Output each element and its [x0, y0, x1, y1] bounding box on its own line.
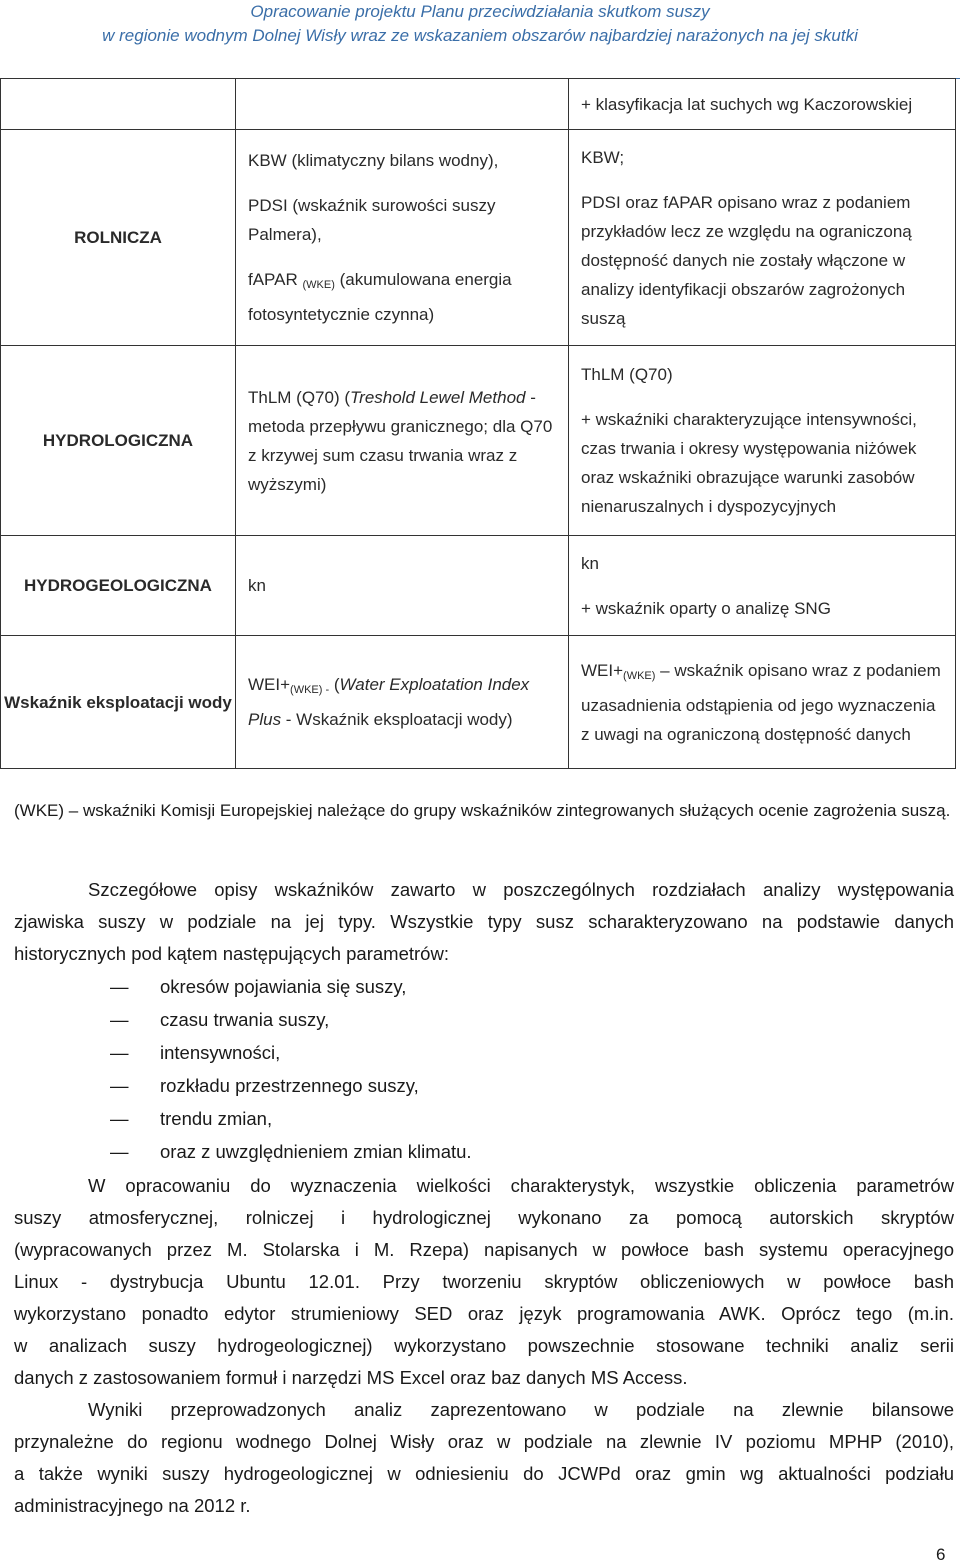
- table-row: [1, 79, 956, 130]
- row-label-hydrologiczna: HYDROLOGICZNA: [1, 346, 236, 536]
- paragraph-line: suszy atmosferycznej, rolniczej i hydrologicznej wykonano za pomocą autorskich skryptów: [14, 1207, 954, 1228]
- table-cell: [569, 130, 956, 346]
- cell-text: KBW (klimatyczny bilans wodny),: [248, 151, 499, 170]
- paragraph-text: W opracowaniu do wyznaczenia wielkości charakterystyk, wszystkie obliczenia parametrów: [88, 1175, 954, 1196]
- paragraph-line: w analizach suszy hydrogeologicznej) wykorzystano powszechnie stosowane techniki analiz serii: [14, 1335, 954, 1356]
- cell-text: [248, 383, 556, 499]
- list-item: — intensywności,: [110, 1036, 472, 1069]
- cell-text: - metoda przepływu granicznego; dla Q70 z krzywej sum czasu trwania wraz z wyższymi): [248, 387, 553, 494]
- cell-text: kn: [248, 576, 266, 595]
- paragraph-line: zjawiska suszy w podziale na jej typy. Wszystkie typy susz scharakteryzowano na podstawie danych: [14, 911, 954, 932]
- table-row: [1, 636, 956, 769]
- cell-text: [581, 656, 943, 749]
- paragraph-line: Linux - dystrybucja Ubuntu 12.01. Przy tworzeniu skryptów obliczeniowych w powłoce bash: [14, 1271, 954, 1292]
- row-label-rolnicza: ROLNICZA: [1, 130, 236, 346]
- table-cell: [236, 346, 569, 536]
- paragraph-line: przynależne do regionu wodnego Dolnej Wisły oraz w podziale na zlewnie IV poziomu MPHP (2010),: [14, 1431, 954, 1452]
- table-cell: [236, 536, 569, 636]
- cell-text: [248, 670, 556, 734]
- table-cell: [569, 79, 956, 130]
- cell-text: Treshold Lewel Method: [350, 387, 526, 407]
- paragraph-line: administracyjnego na 2012 r.: [14, 1495, 251, 1516]
- paragraph-line: a także wyniki suszy hydrogeologicznej w odniesieniu do JCWPd oraz gmin wg aktualności podziału: [14, 1463, 954, 1484]
- cell-text: Water Exploatation Index Plus: [248, 675, 530, 729]
- paragraph-line: (wypracowanych przez M. Stolarska i M. Rzepa) napisanych w powłoce bash systemu operacyjnego: [14, 1239, 954, 1260]
- table-row: [1, 536, 956, 636]
- indicator-table: [0, 78, 956, 769]
- cell-text: - Wskaźnik eksploatacji wody): [281, 710, 513, 729]
- cell-text: – wskaźnik opisano wraz z podaniem uzasadnienia odstąpienia od jego wyznaczenia z uwagi na ograniczoną dostępność danych: [581, 660, 941, 744]
- row-label-hydrogeologiczna: HYDROGEOLOGICZNA: [1, 536, 236, 636]
- header-line-1: Opracowanie projektu Planu przeciwdziałania skutkom suszy: [250, 2, 710, 21]
- subscript: (WKE): [302, 279, 335, 291]
- header-line-2: w regionie wodnym Dolnej Wisły wraz ze wskazaniem obszarów najbardziej narażonych na jej skutki: [102, 26, 858, 45]
- cell-text: fAPAR: [248, 270, 298, 289]
- list-item: — okresów pojawiania się suszy,: [110, 970, 472, 1003]
- table-cell: [569, 636, 956, 769]
- table-cell: [236, 79, 569, 130]
- cell-text: ThLM (Q70): [581, 365, 673, 384]
- list-item: — rozkładu przestrzennego suszy,: [110, 1069, 472, 1102]
- subscript: (WKE): [623, 669, 656, 682]
- cell-text: PDSI oraz fAPAR opisano wraz z podaniem przykładów lecz ze względu na ograniczoną dostępność danych nie zostały włączone w analizy identyfikacji obszarów zagrożonych suszą: [581, 192, 912, 328]
- cell-text: [248, 265, 556, 329]
- page-number: 6: [936, 1545, 946, 1564]
- table-cell: [1, 79, 236, 130]
- paragraph-line: historycznych pod kątem następujących parametrów:: [14, 943, 449, 964]
- cell-text: + klasyfikacja lat suchych wg Kaczorowskiej: [581, 94, 913, 114]
- table-cell: [569, 346, 956, 536]
- cell-text: (: [329, 675, 340, 694]
- list-item: — oraz z uwzględnieniem zmian klimatu.: [110, 1135, 472, 1168]
- cell-text: KBW;: [581, 147, 625, 167]
- cell-text: + wskaźnik oparty o analizę SNG: [581, 598, 831, 618]
- subscript: (WKE) -: [290, 684, 330, 696]
- table-cell: [236, 636, 569, 769]
- parameter-list: [110, 970, 472, 1168]
- paragraph-text: Szczegółowe opisy wskaźników zawarto w poszczególnych rozdziałach analizy występowania: [88, 879, 954, 900]
- cell-text: PDSI (wskaźnik surowości suszy Palmera),: [248, 196, 496, 244]
- paragraph-line: wykorzystano ponadto edytor strumieniowy SED oraz język programowania AWK. Oprócz tego (m.in.: [14, 1303, 954, 1324]
- table-cell: [569, 536, 956, 636]
- cell-text: + wskaźniki charakteryzujące intensywności, czas trwania i okresy występowania niżówek oraz wskaźniki obrazujące warunki zasobów nienaruszalnych i dyspozycyjnych: [581, 410, 917, 516]
- paragraph-line: [14, 1394, 954, 1426]
- table-footnote: (WKE) – wskaźniki Komisji Europejskiej należące do grupy wskaźników zintegrowanych służących ocenie zagrożenia suszą.: [14, 801, 951, 820]
- paragraph-text: Wyniki przeprowadzonych analiz zaprezentowano w podziale na zlewnie bilansowe: [88, 1399, 954, 1420]
- cell-text: ThLM (Q70) (: [248, 387, 351, 407]
- table-row: [1, 346, 956, 536]
- cell-text: WEI+: [581, 660, 624, 680]
- paragraph-line: danych z zastosowaniem formuł i narzędzi MS Excel oraz baz danych MS Access.: [14, 1367, 688, 1388]
- paragraph-line: [14, 874, 954, 906]
- cell-text: WEI+: [248, 675, 291, 694]
- paragraph-line: [14, 1170, 954, 1202]
- cell-text: kn: [581, 553, 599, 573]
- list-item: — czasu trwania suszy,: [110, 1003, 472, 1036]
- list-item: — trendu zmian,: [110, 1102, 472, 1135]
- table-cell: [236, 130, 569, 346]
- row-label-wei: Wskaźnik eksploatacji wody: [1, 636, 236, 769]
- cell-text: (akumulowana energia fotosyntetycznie czynna): [248, 270, 512, 324]
- table-row: [1, 130, 956, 346]
